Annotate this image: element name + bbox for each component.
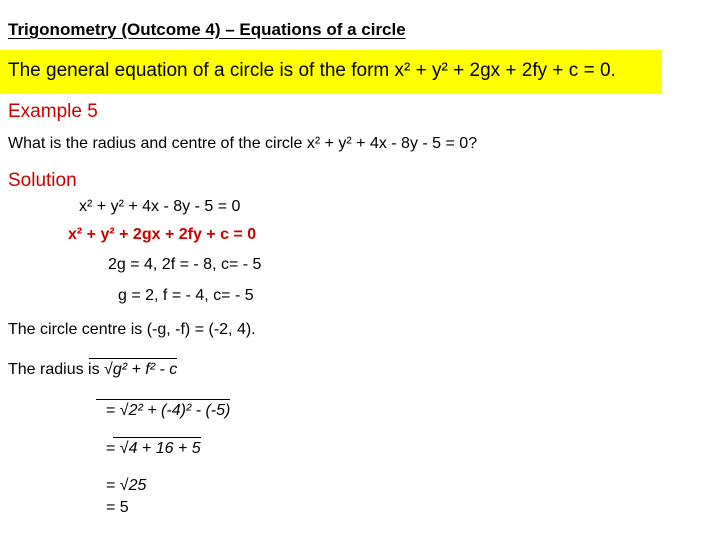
page-title: Trigonometry (Outcome 4) – Equations of a circle	[8, 20, 406, 39]
solution-heading: Solution	[8, 170, 77, 191]
root-symbol: √	[119, 477, 129, 494]
square-root	[120, 477, 147, 495]
solution-step-values: g = 2, f = - 4, c= - 5	[118, 287, 254, 304]
vinculum	[89, 358, 177, 359]
radicand: 25	[128, 477, 147, 494]
radicand: 2² + (-4)² - (-5)	[128, 402, 231, 419]
equals-sign: =	[106, 440, 120, 457]
equals-sign: =	[106, 402, 120, 419]
question-text: What is the radius and centre of the circle x² + y² + 4x - 8y - 5 = 0?	[8, 135, 478, 152]
solution-step-general-form: x² + y² + 2gx + 2fy + c = 0	[68, 226, 257, 243]
square-root	[120, 440, 201, 458]
example-heading: Example 5	[8, 101, 98, 122]
radicand: 4 + 16 + 5	[128, 440, 201, 457]
solution-step-given: x² + y² + 4x - 8y - 5 = 0	[79, 198, 241, 215]
vinculum	[113, 437, 201, 438]
square-root	[104, 361, 177, 379]
root-symbol: √	[104, 361, 113, 378]
radius-label: The radius is	[8, 361, 105, 378]
equals-sign: =	[106, 477, 120, 494]
general-equation-text: The general equation of a circle is of the form x² + y² + 2gx + 2fy + c = 0.	[8, 60, 616, 81]
radius-formula-line	[8, 361, 177, 379]
radius-step-substitute	[106, 402, 230, 420]
solution-step-compare: 2g = 4, 2f = - 8, c= - 5	[108, 256, 262, 273]
radius-step-evaluate	[106, 440, 201, 458]
vinculum	[96, 399, 230, 400]
root-symbol: √	[119, 440, 129, 457]
square-root	[120, 402, 231, 420]
radius-formula: g² + f² - c	[112, 361, 178, 378]
radius-step-sum	[106, 477, 146, 495]
centre-result: The circle centre is (-g, -f) = (-2, 4).	[8, 321, 256, 338]
root-symbol: √	[119, 402, 129, 419]
radius-result: = 5	[106, 499, 129, 516]
